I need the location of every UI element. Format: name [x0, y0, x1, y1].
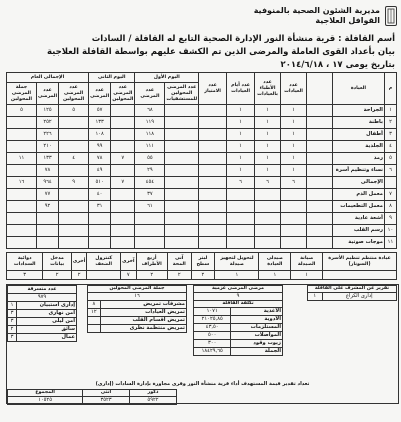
referrals-table: جملة المرضى المحولين ١٦ ٨ مشرفات تمريض ١٢ تمريض العيادات تمريض أقسام القلب تمريض منتظمة نظرى — [87, 285, 187, 333]
table-cell — [59, 213, 89, 225]
table-cell — [281, 237, 307, 249]
table-cell — [165, 117, 199, 129]
list-item — [8, 310, 77, 318]
table-cell: ٧ — [111, 177, 135, 189]
table-cell: ٧٨ — [89, 153, 111, 165]
table-cell — [199, 189, 227, 201]
table-cell — [165, 141, 199, 153]
col-trainee-docs: عدد الامتياز — [199, 73, 227, 105]
table-cell: ١ — [255, 141, 281, 153]
value-cell: ٢١٠٢٥,٨٥ — [194, 316, 231, 324]
table-row — [7, 213, 397, 225]
table-cell — [7, 117, 37, 129]
table-cell — [165, 237, 199, 249]
value-cell: ٥٠٠ — [194, 332, 231, 340]
row-index-cell: ٥ — [384, 153, 396, 165]
clinic-name-cell: الجراحة — [332, 105, 384, 117]
table-cell — [165, 225, 199, 237]
footer-totals — [7, 389, 177, 405]
footer-value: ١٠٥٢٥ — [8, 397, 83, 405]
table-cell: ٩٩ — [89, 141, 111, 153]
table-cell: ٧٧ — [36, 189, 58, 201]
table-cell: ١ — [227, 117, 255, 129]
service-header: دوائية السدادات — [7, 253, 43, 271]
table-row — [7, 189, 397, 201]
table-cell — [307, 165, 333, 177]
table-cell — [111, 129, 135, 141]
row-index-cell: ٣ — [384, 129, 396, 141]
value-cell: ٤٣,٥٠ — [194, 324, 231, 332]
header-org: مديرية الشئون الصحية بالمنوفية القوافل العلاجية — [253, 6, 380, 25]
table-cell — [135, 213, 165, 225]
table-cell: ١٣٣ — [89, 117, 111, 129]
table-cell — [59, 201, 89, 213]
table-cell: ١ — [227, 165, 255, 177]
label-cell: الجملة — [231, 348, 283, 356]
table-cell: ٢٥٢ — [36, 117, 58, 129]
row-index-cell: ٤ — [384, 141, 396, 153]
table-cell: ١١٩ — [135, 117, 165, 129]
table-cell — [199, 105, 227, 117]
table-cell: ١ — [255, 153, 281, 165]
table-row — [7, 105, 397, 117]
table-cell — [255, 225, 281, 237]
col-clinic-days: عدد أيام العيادات — [227, 73, 255, 105]
table-cell — [59, 225, 89, 237]
list-item — [8, 302, 77, 310]
service-header: عيادة منتظم تنظيم الأسرة (السونار) — [323, 253, 397, 271]
table-cell — [307, 129, 333, 141]
service-header: أخرى — [71, 253, 86, 271]
table-cell — [199, 201, 227, 213]
clinic-name-cell: رسم القلب — [332, 225, 384, 237]
value-cell: ١٨٤٢٩,٦٥ — [194, 348, 231, 356]
table-cell — [7, 201, 37, 213]
emblem-logo-icon — [385, 6, 397, 26]
clinic-name-cell: باطنة — [332, 117, 384, 129]
clinic-name-cell: رمد — [332, 153, 384, 165]
value-cell: ٢ — [8, 326, 17, 334]
clinic-name-cell: الجلدية — [332, 141, 384, 153]
list-item — [88, 301, 187, 309]
table-cell — [59, 117, 89, 129]
service-value: ١ — [259, 271, 291, 280]
label-cell: الأدوية — [231, 316, 283, 324]
table-cell: ٥ — [7, 105, 37, 117]
col-group-day2: اليوم الثانى — [89, 73, 135, 83]
table-cell — [227, 225, 255, 237]
footer-header: أنثى — [83, 390, 130, 397]
table-cell — [111, 141, 135, 153]
row-index-cell: ١٠ — [384, 225, 396, 237]
service-header: صيدلى العيادة — [259, 253, 291, 271]
table-row — [7, 225, 397, 237]
col-clinic-count: عدد العيادات — [281, 73, 307, 105]
table-cell: ٢٢٦ — [36, 129, 58, 141]
service-header: لبتر سطح — [191, 253, 215, 271]
table-cell — [165, 129, 199, 141]
table-row — [7, 153, 397, 165]
label-cell: تمريض العيادات — [100, 309, 186, 317]
table-cell — [199, 129, 227, 141]
clinic-name-cell: معمل الدم — [332, 189, 384, 201]
clinic-name-cell: موجات صوتية — [332, 237, 384, 249]
table-cell — [199, 213, 227, 225]
table-cell — [199, 237, 227, 249]
table-cell: ٤٥٤ — [135, 177, 165, 189]
row-index-cell: ١ — [384, 105, 396, 117]
list-item — [194, 340, 283, 348]
clinic-name-cell: معمل التطعيمات — [332, 201, 384, 213]
table-cell: ٦١ — [135, 201, 165, 213]
table-cell: ١ — [227, 141, 255, 153]
clinic-name-cell: أشعة عادية — [332, 213, 384, 225]
table-cell: ١ — [281, 105, 307, 117]
list-item — [194, 324, 283, 332]
table-cell — [307, 189, 333, 201]
col-group-day1: اليوم الأول — [135, 73, 199, 83]
table-cell: ٥١٠ — [89, 177, 111, 189]
supervisor-table: تقرير عن المشرف على القافلة ١ إدارى الكراع — [307, 285, 397, 301]
table-cell — [7, 189, 37, 201]
date-line: بتاريخ يومى ١٧ ، ٢٠١٤/٦/١٨ — [280, 60, 395, 70]
table-cell — [281, 225, 307, 237]
cost-table: مرضى المرضى عزمية ٩ تكلفة القافلة ١٠٧١ الأغذية ٢١٠٢٥,٨٥ الأدوية ٤٣,٥٠ المستلزمات ٥٠٠ المواصلات ٣٠٠ زيوت وقود ١٨٤٢٩,٦٥ الجملة — [193, 285, 283, 356]
list-item — [88, 309, 187, 317]
table-cell: ٣٧ — [135, 189, 165, 201]
table-cell — [255, 237, 281, 249]
service-header: صيانة الصيدلة — [291, 253, 323, 271]
col-group-total: الإجمالى العام — [7, 73, 89, 83]
table-cell: ٩٢ — [36, 201, 58, 213]
table-cell: ١ — [281, 141, 307, 153]
table-cell — [199, 225, 227, 237]
table-cell — [307, 225, 333, 237]
table-cell — [59, 189, 89, 201]
value-cell: ٣٠٠ — [194, 340, 231, 348]
label-cell: المستلزمات — [231, 324, 283, 332]
table-cell: ١ — [281, 129, 307, 141]
table-cell: ٣١ — [89, 201, 111, 213]
table-row — [7, 177, 397, 189]
label-cell: إدارى استبيان — [17, 302, 77, 310]
footer-note: تعداد تقدير قيمة المستهدف أداء قرية منشأة النور وقرى مجاورة بإدارة السادات (إدارى) — [95, 381, 310, 387]
table-row — [7, 237, 397, 249]
table-cell — [36, 237, 58, 249]
table-cell — [307, 177, 333, 189]
value-cell: ١٠٧١ — [194, 308, 231, 316]
table-cell — [307, 105, 333, 117]
table-cell — [59, 165, 89, 177]
table-cell — [255, 201, 281, 213]
table-cell — [165, 105, 199, 117]
table-cell — [36, 213, 58, 225]
table-row — [7, 201, 397, 213]
label-cell: المواصلات — [231, 332, 283, 340]
table-cell — [227, 213, 255, 225]
list-item — [88, 325, 187, 333]
list-item — [8, 334, 77, 342]
table-cell — [281, 201, 307, 213]
table-cell: ١ — [227, 105, 255, 117]
service-header: كنترول الضعف — [87, 253, 121, 271]
value-cell — [88, 325, 101, 333]
summary-section — [6, 284, 399, 404]
table-cell — [165, 177, 199, 189]
table-cell — [59, 237, 89, 249]
table-cell — [307, 141, 333, 153]
services-table — [6, 252, 397, 280]
row-index-cell: ٦ — [384, 165, 396, 177]
table-cell — [7, 237, 37, 249]
table-cell — [111, 213, 135, 225]
table-cell — [255, 189, 281, 201]
service-value: ٢ — [191, 271, 215, 280]
table-cell — [165, 213, 199, 225]
service-value: ٢ — [43, 271, 71, 280]
table-cell: ١١ — [7, 153, 37, 165]
staff-table: عدد متسرقة ٩٧٩ ١ إدارى استبيان ٣ أمن نهارى ٣ أمن ليلى ٢ سائق ٣ عمال — [7, 285, 77, 342]
service-header: آخرى — [121, 253, 136, 271]
table-cell: ٦ — [227, 177, 255, 189]
table-cell: ١ — [227, 129, 255, 141]
table-cell — [307, 153, 333, 165]
table-cell: ١ — [255, 165, 281, 177]
table-cell — [165, 165, 199, 177]
row-index-cell: ٩ — [384, 213, 396, 225]
row-index-cell — [384, 177, 396, 189]
row-index-cell: ١١ — [384, 237, 396, 249]
col-index: م — [384, 73, 396, 105]
table-cell: ١٠٨ — [89, 129, 111, 141]
table-cell: ٧ — [111, 153, 135, 165]
value-cell: ١ — [8, 302, 17, 310]
table-cell — [7, 213, 37, 225]
table-cell: ١٢٥ — [36, 105, 58, 117]
table-cell — [307, 213, 333, 225]
service-value: ٢ — [167, 271, 191, 280]
table-row — [7, 165, 397, 177]
table-cell: ٤٠ — [89, 189, 111, 201]
service-value: ٢ — [71, 271, 86, 280]
table-cell: ٦٨ — [135, 105, 165, 117]
list-item — [194, 332, 283, 340]
service-value: ١ — [291, 271, 323, 280]
table-cell — [281, 189, 307, 201]
table-cell: ٩ — [59, 177, 89, 189]
row-index-cell: ٧ — [384, 189, 396, 201]
table-cell: ١ — [255, 105, 281, 117]
table-cell — [59, 129, 89, 141]
table-cell — [307, 237, 333, 249]
table-cell — [255, 213, 281, 225]
value-cell: ٨ — [88, 301, 101, 309]
table-cell — [165, 189, 199, 201]
table-cell: ٢١٠ — [36, 141, 58, 153]
list-item — [88, 317, 187, 325]
table-row — [7, 117, 397, 129]
table-cell — [135, 237, 165, 249]
footer-header: ذكور — [130, 390, 177, 397]
clinic-name-cell: أطفال — [332, 129, 384, 141]
footer-value: ٥٩٢٢ — [130, 397, 177, 405]
row-index-cell: ٨ — [384, 201, 396, 213]
col-clinic: العيادة — [332, 73, 384, 105]
label-cell: أمن نهارى — [17, 310, 77, 318]
service-value — [87, 271, 121, 280]
table-cell: ٥٧ — [89, 105, 111, 117]
table-cell: ١ — [255, 129, 281, 141]
clinics-table: الإجمالى العام اليوم الثانى اليوم الأول عدد الامتياز عدد أيام العيادات عدد الأطباء بالعيادات عدد العيادات العيادة م جملة المرضى المحولين عدد المرضى عدد المرضى المحولين عدد المرضى عدد المرضى المحولين عدد المرضى عدد المرضى المحولين للمستشفيات ٥ ١٢٥ ٥ ٥٧ ٦٨ ١ ١ ١ الجراحة ١ ٢٥٢ ١٣٣ ١١٩ ١ ١ ١ باطنة ٢ ٢٢٦ ١٠٨ ١١٨ ١ ١ ١ أطفال ٣ ٢١٠ ٩٩ ١١١ ١ ١ ١ الجلدية ٤ ١١ ١٣٣ ٤ ٧٨ ٧ ٥٥ ١ ١ ١ رمد ٥ ٧٨ ٤٩ ٢٩ ١ ١ ١ نساء وتنظيم أسرة ٦ ١٦ ٩٦٤ ٩ ٥١٠ ٧ ٤٥٤ ٦ ٦ ٦ الإجمالى ٧٧ ٤٠ ٣٧ معمل الدم ٧ ٩٢ ٣١ ٦١ معمل التطعيمات ٨ أشعة عادية ٩ رسم القلب ١٠ موجات صوتية ١١ — [6, 72, 397, 249]
table-cell — [7, 141, 37, 153]
service-header: آنى المحة — [167, 253, 191, 271]
service-value: ٢ — [136, 271, 167, 280]
statement-line: بيان بأعداد القوى العاملة والمرضى الذين تم الكشف عليهم بواسطة القافلة العلاجية — [46, 47, 395, 57]
table-cell: ٥ — [59, 105, 89, 117]
table-cell — [111, 189, 135, 201]
table-cell: ٩٦٤ — [36, 177, 58, 189]
value-cell: ٣ — [8, 310, 17, 318]
list-item — [194, 308, 283, 316]
label-cell: الأغذية — [231, 308, 283, 316]
table-cell — [36, 225, 58, 237]
table-cell — [199, 165, 227, 177]
table-cell — [307, 117, 333, 129]
label-cell: زيوت وقود — [231, 340, 283, 348]
table-cell — [111, 165, 135, 177]
table-cell — [227, 201, 255, 213]
col-resident-docs: عدد الأطباء بالعيادات — [255, 73, 281, 105]
table-cell: ١١١ — [135, 141, 165, 153]
table-cell — [111, 117, 135, 129]
table-cell: ١ — [227, 153, 255, 165]
row-index-cell: ٢ — [384, 117, 396, 129]
service-value: ٣ — [7, 271, 43, 280]
footer-header: المجموع — [8, 390, 83, 397]
table-cell: ٤ — [59, 153, 89, 165]
table-cell: ١٣٣ — [36, 153, 58, 165]
value-cell: ٣ — [8, 334, 17, 342]
table-cell — [59, 141, 89, 153]
table-cell — [227, 189, 255, 201]
table-cell: ٤٩ — [89, 165, 111, 177]
table-cell — [281, 213, 307, 225]
table-cell — [111, 201, 135, 213]
footer-value: ٣٥٢٣ — [83, 397, 130, 405]
table-cell — [7, 225, 37, 237]
table-cell: ١ — [281, 117, 307, 129]
table-cell — [199, 117, 227, 129]
table-cell — [111, 105, 135, 117]
table-cell — [199, 177, 227, 189]
convoy-name-line: أسم القافلة : قرية منشأة النور الإدارة الصحية التابع له القافلة / السادات — [91, 34, 395, 44]
table-cell — [7, 129, 37, 141]
list-item — [194, 348, 283, 356]
clinic-name-cell: نساء وتنظيم أسرة — [332, 165, 384, 177]
table-cell: ٥٥ — [135, 153, 165, 165]
service-value: ١ — [215, 271, 259, 280]
service-header: مدخل بيانات — [43, 253, 71, 271]
service-header: لتحويل لتجهيز صيدلة — [215, 253, 259, 271]
label-cell: سائق — [17, 326, 77, 334]
value-cell: ٣ — [8, 318, 17, 326]
list-item — [8, 326, 77, 334]
table-cell — [199, 153, 227, 165]
table-cell: ١ — [255, 117, 281, 129]
table-cell — [7, 165, 37, 177]
table-cell — [89, 213, 111, 225]
clinic-name-cell: الإجمالى — [332, 177, 384, 189]
table-cell — [307, 201, 333, 213]
table-cell — [199, 141, 227, 153]
label-cell: تمريض أقسام القلب — [100, 317, 186, 325]
table-cell: ١٦ — [7, 177, 37, 189]
table-cell — [111, 237, 135, 249]
service-value — [323, 271, 397, 280]
service-header: أربع الأطراف — [136, 253, 167, 271]
table-cell — [227, 237, 255, 249]
label-cell: أمن ليلى — [17, 318, 77, 326]
table-cell: ١ — [281, 165, 307, 177]
label-cell: مشرفات تمريض — [100, 301, 186, 309]
table-cell: ٦ — [255, 177, 281, 189]
table-cell — [111, 225, 135, 237]
table-cell — [135, 225, 165, 237]
table-cell — [165, 201, 199, 213]
table-row — [7, 141, 397, 153]
list-item — [8, 318, 77, 326]
label-cell: عمال — [17, 334, 77, 342]
label-cell: تمريض منتظمة نظرى — [100, 325, 186, 333]
table-cell — [89, 225, 111, 237]
list-item — [194, 316, 283, 324]
service-value: ٧ — [121, 271, 136, 280]
table-row — [7, 129, 397, 141]
table-cell — [165, 153, 199, 165]
table-cell: ١١٨ — [135, 129, 165, 141]
value-cell — [88, 317, 101, 325]
value-cell: ١٢ — [88, 309, 101, 317]
table-cell: ٦ — [281, 177, 307, 189]
table-cell: ٧٨ — [36, 165, 58, 177]
table-cell — [89, 237, 111, 249]
table-cell: ٢٩ — [135, 165, 165, 177]
table-cell: ١ — [281, 153, 307, 165]
